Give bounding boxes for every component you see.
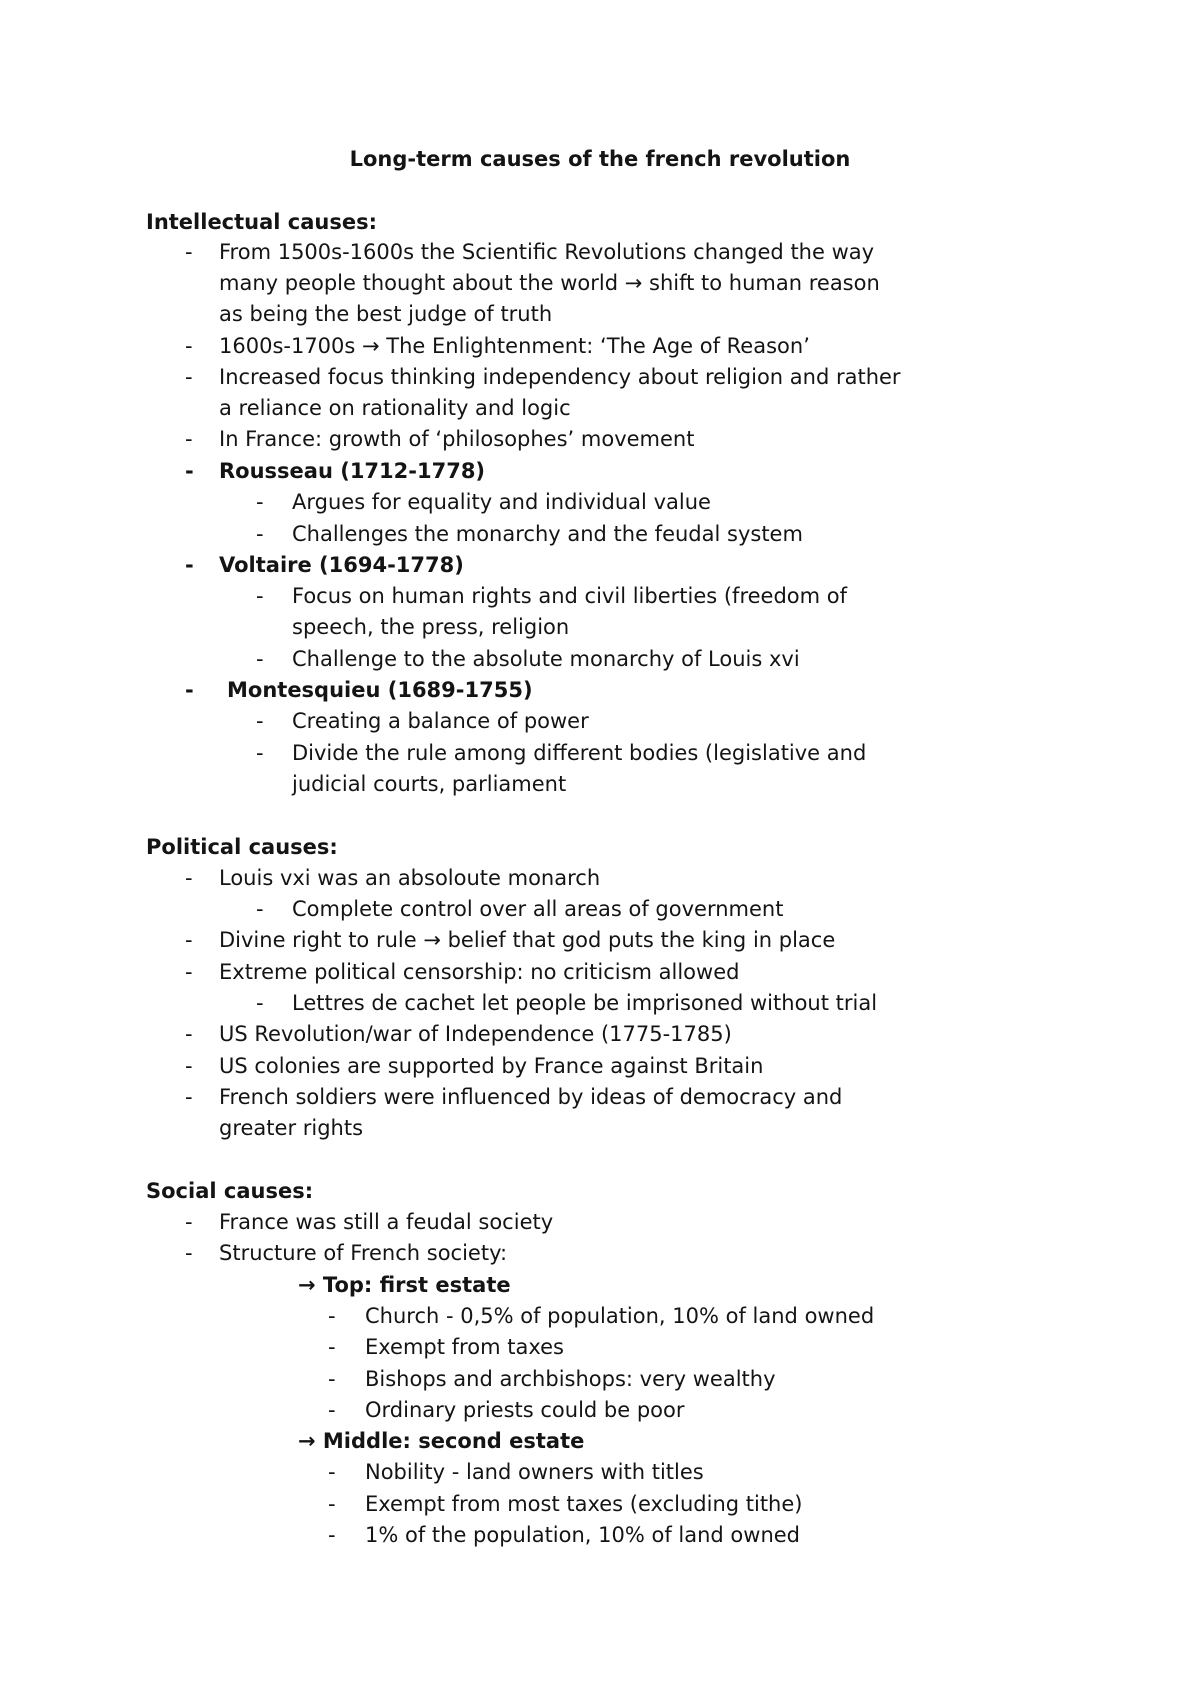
- first-estate-heading: → Top: first estate: [298, 1273, 511, 1297]
- bullet-dash: -: [185, 365, 193, 389]
- bullet-dash: -: [185, 960, 193, 984]
- bullet-dash: -: [185, 678, 194, 702]
- voltaire-point-1-line-2: speech, the press, religion: [292, 615, 570, 639]
- bullet-dash: -: [328, 1335, 336, 1359]
- bullet-dash: -: [256, 991, 264, 1015]
- second-estate-point-3: 1% of the population, 10% of land owned: [365, 1523, 801, 1547]
- bullet-dash: -: [185, 459, 194, 483]
- bullet-dash: -: [185, 1241, 193, 1265]
- bullet-dash: -: [328, 1367, 336, 1391]
- bullet-dash: -: [185, 334, 193, 358]
- bullet-dash: -: [256, 709, 264, 733]
- rousseau-heading: Rousseau (1712-1778): [219, 459, 486, 483]
- bullet-dash: -: [328, 1398, 336, 1422]
- bullet-dash: -: [256, 647, 264, 671]
- intellectual-point-3-line-2: a reliance on rationality and logic: [219, 396, 571, 420]
- page-title: Long-term causes of the french revolution: [349, 147, 851, 171]
- intellectual-point-4: In France: growth of ‘philosophes’ movement: [219, 427, 695, 451]
- bullet-dash: -: [185, 1210, 193, 1234]
- intellectual-point-1-line-3: as being the best judge of truth: [219, 302, 553, 326]
- voltaire-point-1-line-1: Focus on human rights and civil liberties (freedom of: [292, 584, 848, 608]
- bullet-dash: -: [185, 1022, 193, 1046]
- voltaire-heading: Voltaire (1694-1778): [219, 553, 464, 577]
- intellectual-point-1-line-2: many people thought about the world → shift to human reason: [219, 271, 880, 295]
- intellectual-heading: Intellectual causes:: [146, 210, 378, 234]
- bullet-dash: -: [328, 1492, 336, 1516]
- political-point-1-sub: Complete control over all areas of government: [292, 897, 784, 921]
- bullet-dash: -: [328, 1523, 336, 1547]
- social-heading: Social causes:: [146, 1179, 314, 1203]
- bullet-dash: -: [328, 1304, 336, 1328]
- rousseau-point-1: Argues for equality and individual value: [292, 490, 711, 514]
- political-point-3-sub: Lettres de cachet let people be imprisoned without trial: [292, 991, 878, 1015]
- political-point-6-line-1: French soldiers were influenced by ideas of democracy and: [219, 1085, 843, 1109]
- bullet-dash: -: [185, 1085, 193, 1109]
- montesquieu-heading: Montesquieu (1689-1755): [227, 678, 533, 702]
- montesquieu-point-2-line-2: judicial courts, parliament: [292, 772, 567, 796]
- intellectual-point-2: 1600s-1700s → The Enlightenment: ‘The Age of Reason’: [219, 334, 810, 358]
- social-point-1: France was still a feudal society: [219, 1210, 554, 1234]
- political-heading: Political causes:: [146, 835, 338, 859]
- first-estate-point-1: Church - 0,5% of population, 10% of land owned: [365, 1304, 875, 1328]
- first-estate-point-2: Exempt from taxes: [365, 1335, 564, 1359]
- intellectual-point-3-line-1: Increased focus thinking independency about religion and rather: [219, 365, 901, 389]
- bullet-dash: -: [185, 427, 193, 451]
- bullet-dash: -: [256, 490, 264, 514]
- bullet-dash: -: [256, 897, 264, 921]
- political-point-1: Louis vxi was an absoloute monarch: [219, 866, 601, 890]
- first-estate-point-4: Ordinary priests could be poor: [365, 1398, 685, 1422]
- political-point-5: US colonies are supported by France against Britain: [219, 1054, 764, 1078]
- montesquieu-point-2-line-1: Divide the rule among different bodies (legislative and: [292, 741, 867, 765]
- bullet-dash: -: [328, 1460, 336, 1484]
- political-point-6-line-2: greater rights: [219, 1116, 364, 1140]
- montesquieu-point-1: Creating a balance of power: [292, 709, 589, 733]
- bullet-dash: -: [185, 866, 193, 890]
- first-estate-point-3: Bishops and archbishops: very wealthy: [365, 1367, 776, 1391]
- bullet-dash: -: [185, 1054, 193, 1078]
- voltaire-point-2: Challenge to the absolute monarchy of Louis xvi: [292, 647, 800, 671]
- intellectual-point-1-line-1: From 1500s-1600s the Scientific Revolutions changed the way: [219, 240, 875, 264]
- social-point-2: Structure of French society:: [219, 1241, 508, 1265]
- political-point-4: US Revolution/war of Independence (1775-1785): [219, 1022, 732, 1046]
- bullet-dash: -: [185, 553, 194, 577]
- political-point-2: Divine right to rule → belief that god puts the king in place: [219, 928, 836, 952]
- bullet-dash: -: [256, 522, 264, 546]
- political-point-3: Extreme political censorship: no criticism allowed: [219, 960, 740, 984]
- second-estate-point-2: Exempt from most taxes (excluding tithe): [365, 1492, 803, 1516]
- second-estate-heading: → Middle: second estate: [298, 1429, 585, 1453]
- bullet-dash: -: [256, 584, 264, 608]
- bullet-dash: -: [185, 240, 193, 264]
- rousseau-point-2: Challenges the monarchy and the feudal system: [292, 522, 803, 546]
- second-estate-point-1: Nobility - land owners with titles: [365, 1460, 704, 1484]
- bullet-dash: -: [185, 928, 193, 952]
- bullet-dash: -: [256, 741, 264, 765]
